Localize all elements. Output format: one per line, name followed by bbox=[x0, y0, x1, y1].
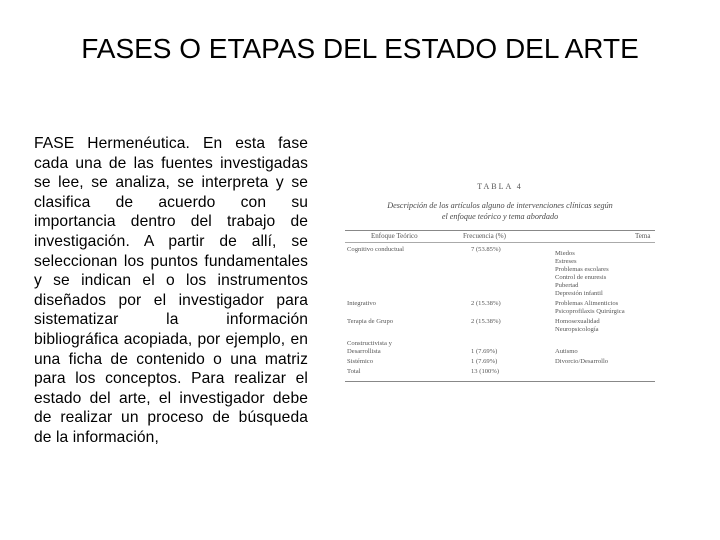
table-top-rule bbox=[345, 230, 655, 231]
table-cell-tema: Homosexualidad bbox=[555, 318, 600, 325]
table-cell-tema: Pubertad bbox=[555, 282, 579, 289]
table-cell-tema: Psicoprofilaxis Quirúrgica bbox=[555, 308, 625, 315]
table-header-frecuencia: Frecuencia (%) bbox=[463, 232, 506, 240]
table-cell-frecuencia: 2 (15.38%) bbox=[471, 318, 501, 325]
table-cell-tema: Problemas escolares bbox=[555, 266, 609, 273]
table-bottom-rule bbox=[345, 381, 655, 382]
table-header-rule bbox=[345, 242, 655, 243]
table-cell-enfoque: Terapia de Grupo bbox=[347, 318, 394, 325]
table-cell-tema: Control de enuresis bbox=[555, 274, 607, 281]
table-cell-frecuencia: 1 (7.69%) bbox=[471, 348, 498, 355]
table-cell-enfoque: Sistémico bbox=[347, 358, 374, 365]
table-caption-line2: el enfoque teórico y tema abordado bbox=[441, 212, 559, 221]
table-cell-tema: Divorcio/Desarrollo bbox=[555, 358, 609, 365]
body-paragraph: FASE Hermenéutica. En esta fase cada una de las fuentes investigadas se lee, se analiza, se interpreta y se clasifica de acuerdo con su importancia dentro del trabajo de investigación. A partir de allí, se seleccionan los puntos fundamentales y se indican el o los instrumentos diseñados por el investigador para sistematizar la información bibliográfica acopiada, por ejemplo, en una ficha de contenido o una matriz para los conceptos. Para realizar el estado del arte, el investigador debe de realizar un proceso de búsqueda de la información, bbox=[34, 135, 308, 446]
table-cell-frecuencia: 1 (7.69%) bbox=[471, 358, 498, 365]
table-cell-frecuencia: 13 (100%) bbox=[471, 368, 500, 375]
table-cell-tema: Estreses bbox=[555, 258, 577, 265]
table-label: TABLA 4 bbox=[477, 182, 523, 191]
table-cell-tema: Neuropsicología bbox=[555, 326, 599, 333]
table-cell-tema: Depresión infantil bbox=[555, 290, 603, 297]
table-cell-enfoque: Total bbox=[347, 368, 361, 375]
table-cell-tema: Miedos bbox=[555, 250, 575, 257]
table-figure bbox=[345, 180, 655, 392]
table-cell-enfoque: Constructivista y Desarrollista bbox=[347, 340, 392, 356]
table-cell-enfoque: Cognitivo conductual bbox=[347, 246, 404, 253]
table-header-enfoque: Enfoque Teórico bbox=[371, 232, 418, 240]
table-cell-enfoque: Integrativo bbox=[347, 300, 376, 307]
table-caption-line1: Descripción de los artículos alguno de intervenciones clínicas según bbox=[387, 201, 613, 210]
table-cell-tema: Problemas Alimenticios bbox=[555, 300, 619, 307]
table-cell-frecuencia: 2 (15.38%) bbox=[471, 300, 501, 307]
table-caption bbox=[345, 200, 655, 222]
slide-title: FASES O ETAPAS DEL ESTADO DEL ARTE bbox=[81, 33, 639, 64]
table-header-tema: Tema bbox=[635, 232, 651, 240]
table-cell-frecuencia: 7 (53.85%) bbox=[471, 246, 501, 253]
table-cell-tema: Autismo bbox=[555, 348, 578, 355]
